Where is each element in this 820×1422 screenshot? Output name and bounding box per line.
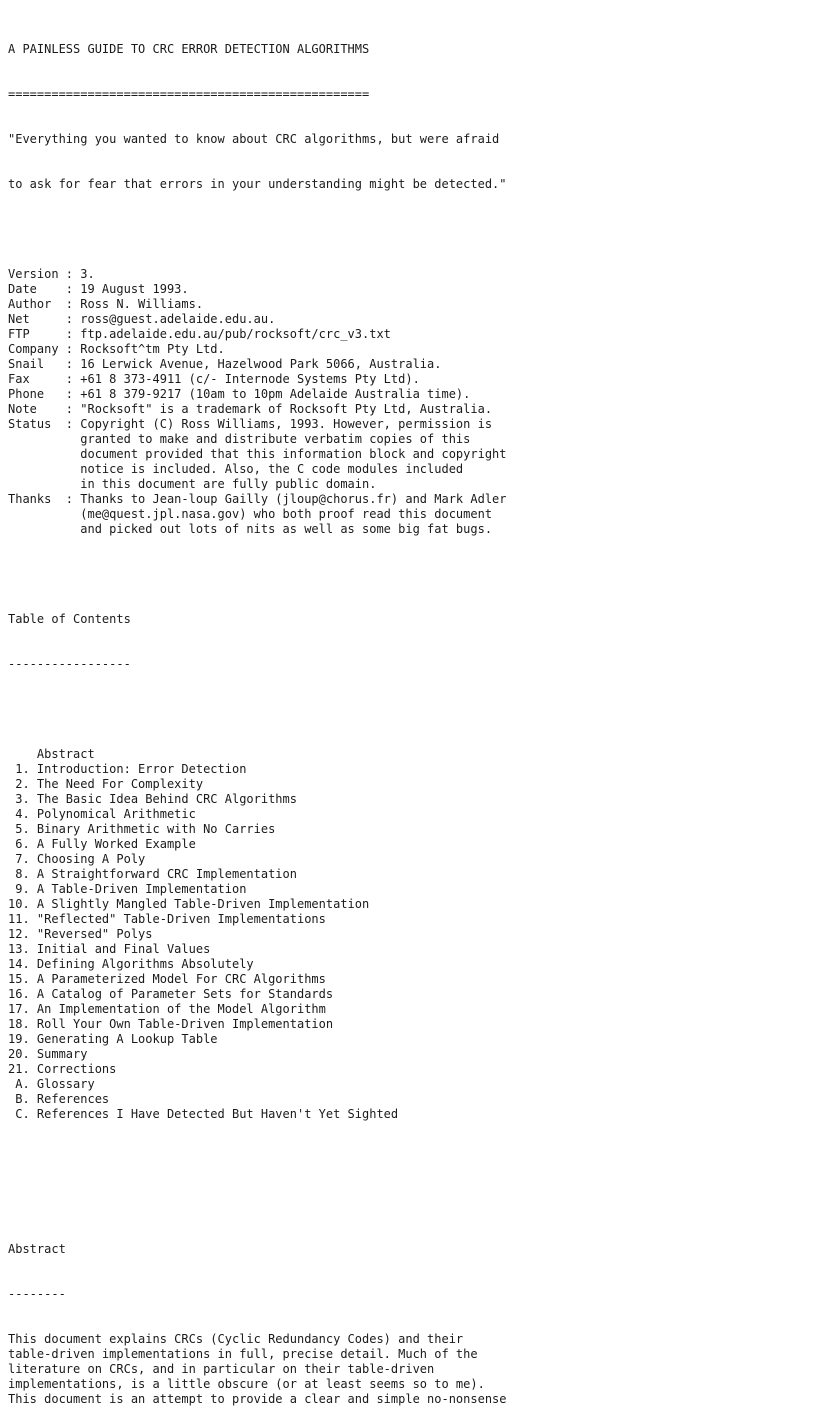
abstract-text <box>8 1332 814 1407</box>
info-line: notice is included. Also, the C code modules included <box>8 462 464 476</box>
abstract-line: literature on CRCs, and in particular on their table-driven <box>8 1362 435 1376</box>
toc-entry: 18. Roll Your Own Table-Driven Implementation <box>8 1017 334 1031</box>
info-line: Company : Rocksoft^tm Pty Ltd. <box>8 342 225 356</box>
info-line: document provided that this information block and copyright <box>8 447 507 461</box>
info-block <box>8 267 814 537</box>
blank-line <box>8 222 814 237</box>
info-line: Snail : 16 Lerwick Avenue, Hazelwood Park 5066, Australia. <box>8 357 442 371</box>
abstract-line: This document explains CRCs (Cyclic Redundancy Codes) and their <box>8 1332 464 1346</box>
toc-entry: 4. Polynomical Arithmetic <box>8 807 196 821</box>
abstract-line: implementations, is a little obscure (or at least seems so to me). <box>8 1377 485 1391</box>
blank-line <box>8 702 814 717</box>
toc-entry: 10. A Slightly Mangled Table-Driven Implementation <box>8 897 370 911</box>
info-line: Net : ross@guest.adelaide.edu.au. <box>8 312 276 326</box>
abstract-underline: -------- <box>8 1287 66 1301</box>
toc-entry: 9. A Table-Driven Implementation <box>8 882 247 896</box>
info-line: granted to make and distribute verbatim copies of this <box>8 432 471 446</box>
quote-line: "Everything you wanted to know about CRC algorithms, but were afraid <box>8 132 500 146</box>
toc-entry: C. References I Have Detected But Haven't Yet Sighted <box>8 1107 399 1121</box>
toc-entry: 6. A Fully Worked Example <box>8 837 196 851</box>
info-line: (me@quest.jpl.nasa.gov) who both proof read this document <box>8 507 493 521</box>
toc-entry: B. References <box>8 1092 110 1106</box>
info-line: in this document are fully public domain. <box>8 477 377 491</box>
info-line: Note : "Rocksoft" is a trademark of Rocksoft Pty Ltd, Australia. <box>8 402 493 416</box>
blank-line <box>8 1152 814 1167</box>
blank-line <box>8 567 814 582</box>
info-line: FTP : ftp.adelaide.edu.au/pub/rocksoft/crc_v3.txt <box>8 327 391 341</box>
abstract-line: This document is an attempt to provide a clear and simple no-nonsense <box>8 1392 507 1406</box>
toc-entry: 2. The Need For Complexity <box>8 777 204 791</box>
toc-entry: 20. Summary <box>8 1047 88 1061</box>
toc-entry: A. Glossary <box>8 1077 95 1091</box>
toc-entry: 19. Generating A Lookup Table <box>8 1032 218 1046</box>
toc-entry: 21. Corrections <box>8 1062 117 1076</box>
toc-entry: 16. A Catalog of Parameter Sets for Standards <box>8 987 334 1001</box>
toc-entry: 11. "Reflected" Table-Driven Implementations <box>8 912 326 926</box>
toc-entry: 17. An Implementation of the Model Algorithm <box>8 1002 326 1016</box>
abstract-heading: Abstract <box>8 1242 66 1256</box>
toc-entry: 5. Binary Arithmetic with No Carries <box>8 822 276 836</box>
toc-underline: ----------------- <box>8 657 131 671</box>
toc-entry: 1. Introduction: Error Detection <box>8 762 247 776</box>
document-body <box>8 12 814 1422</box>
info-line: Thanks : Thanks to Jean-loup Gailly (jloup@chorus.fr) and Mark Adler <box>8 492 507 506</box>
info-line: Version : 3. <box>8 267 95 281</box>
toc-entry: 8. A Straightforward CRC Implementation <box>8 867 297 881</box>
toc-entry: 13. Initial and Final Values <box>8 942 211 956</box>
table-of-contents <box>8 747 814 1122</box>
info-line: and picked out lots of nits as well as some big fat bugs. <box>8 522 493 536</box>
quote-line: to ask for fear that errors in your understanding might be detected." <box>8 177 507 191</box>
toc-heading: Table of Contents <box>8 612 131 626</box>
toc-entry: Abstract <box>8 747 95 761</box>
abstract-line: table-driven implementations in full, precise detail. Much of the <box>8 1347 478 1361</box>
info-line: Author : Ross N. Williams. <box>8 297 204 311</box>
toc-entry: 15. A Parameterized Model For CRC Algorithms <box>8 972 326 986</box>
blank-line <box>8 1197 814 1212</box>
info-line: Status : Copyright (C) Ross Williams, 1993. However, permission is <box>8 417 493 431</box>
toc-entry: 12. "Reversed" Polys <box>8 927 153 941</box>
toc-entry: 7. Choosing A Poly <box>8 852 146 866</box>
document-title: A PAINLESS GUIDE TO CRC ERROR DETECTION ALGORITHMS <box>8 42 370 56</box>
toc-entry: 14. Defining Algorithms Absolutely <box>8 957 254 971</box>
toc-entry: 3. The Basic Idea Behind CRC Algorithms <box>8 792 297 806</box>
info-line: Date : 19 August 1993. <box>8 282 189 296</box>
title-underline: ================================================== <box>8 87 370 101</box>
info-line: Phone : +61 8 379-9217 (10am to 10pm Adelaide Australia time). <box>8 387 471 401</box>
info-line: Fax : +61 8 373-4911 (c/- Internode Systems Pty Ltd). <box>8 372 420 386</box>
